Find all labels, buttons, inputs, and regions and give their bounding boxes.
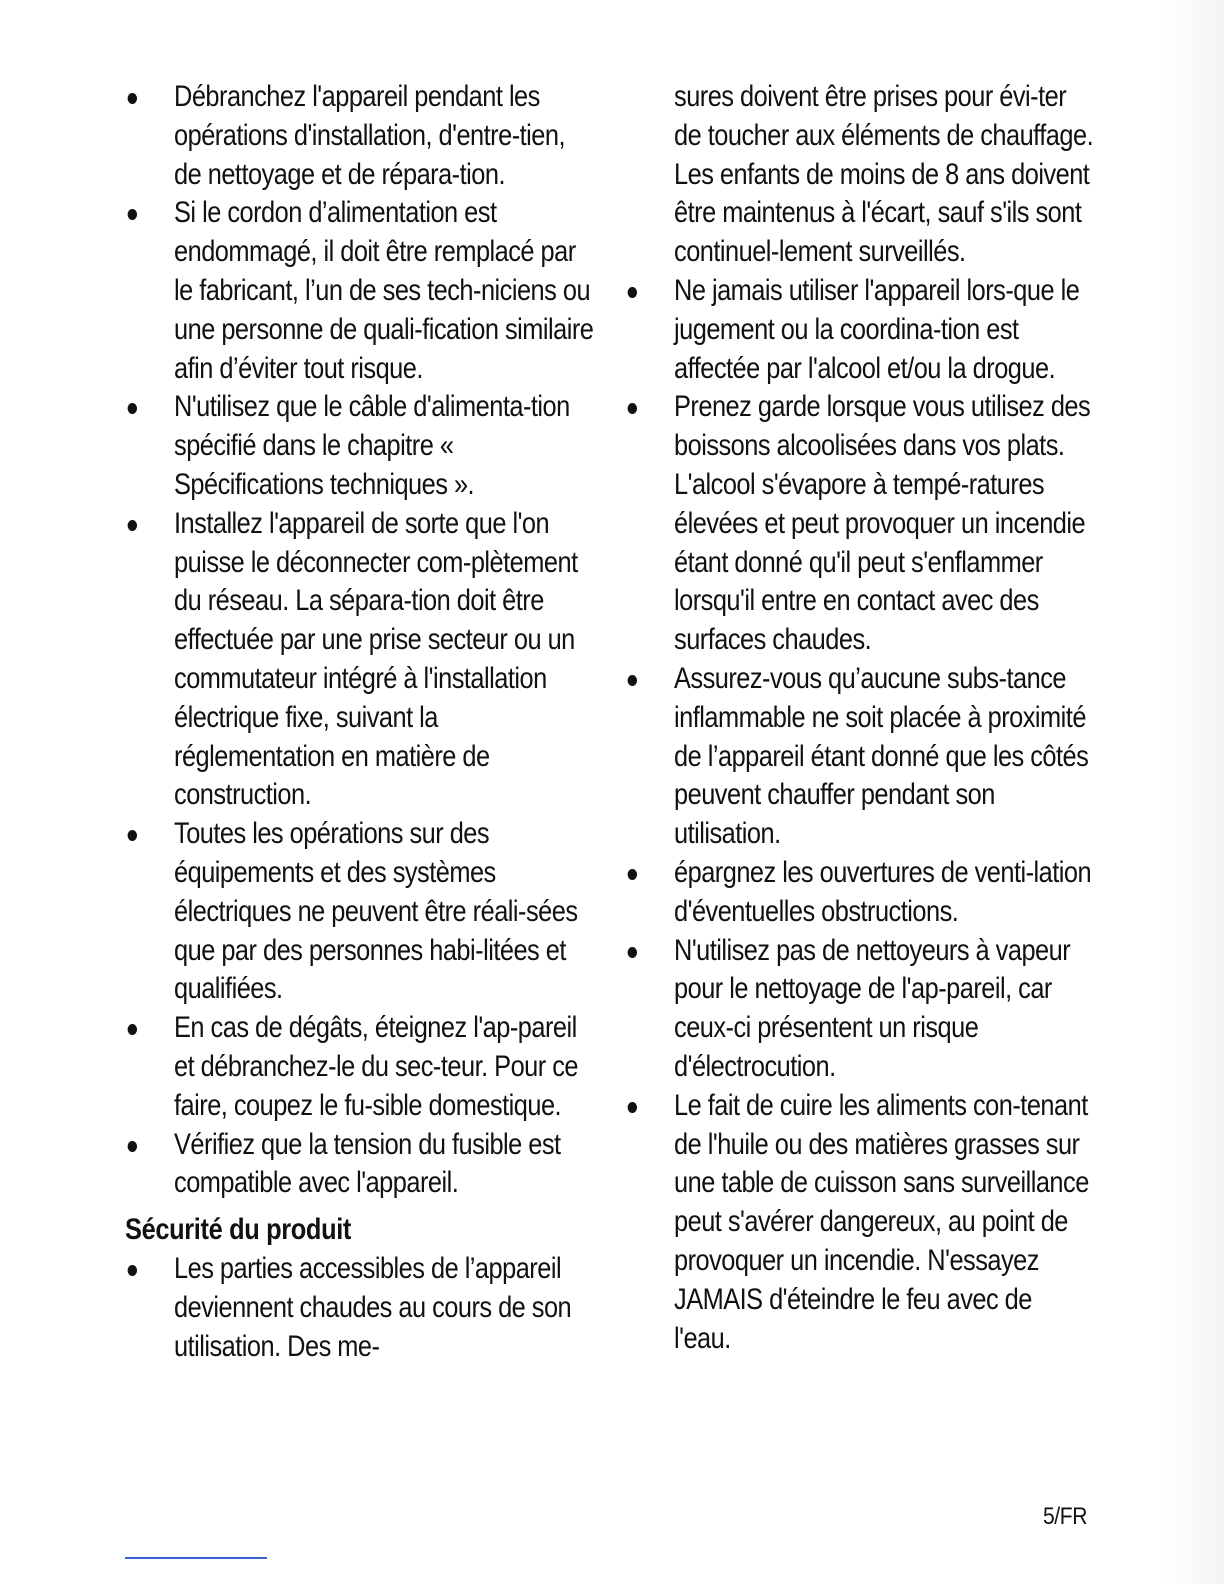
list-item-text: sures doivent être prises pour évi-ter de toucher aux éléments de chauffage. Les enfants de moins de 8 ans doivent être maintenus à l'écart, sauf s'ils sont continuel-lement surveillés. (674, 80, 1094, 269)
list-item-text: Installez l'appareil de sorte que l'on puisse le déconnecter com-plètement du réseau. La sépara-tion doit être effectuée par une prise secteur ou un commutateur intégré à l'installation électrique fixe, suivant la réglementation en matière de construction. (174, 506, 578, 812)
list-item-text: Prenez garde lorsque vous utilisez des boissons alcoolisées dans vos plats. L'alcool s'évapore à tempé-ratures élevées et peut provoquer un incendie étant donné qu'il peut s'enflammer lorsqu'il entre en contact avec des surfaces chaudes. (674, 390, 1091, 657)
page-number: 5/FR (1042, 1503, 1087, 1530)
bullet-icon (628, 1102, 637, 1113)
list-item-text: Ne jamais utiliser l'appareil lors-que le jugement ou la coordina-tion est affectée par l'alcool et/ou la drogue. (674, 273, 1080, 385)
list-item-text: Débranchez l'appareil pendant les opérations d'installation, d'entre-tien, de nettoyage et de répara-tion. (174, 80, 566, 191)
bullet-icon (128, 520, 137, 531)
footer-rule (125, 1557, 267, 1559)
right-column-text (625, 78, 1095, 1358)
left-column-text (125, 78, 595, 1366)
page-edge-shadow (1160, 0, 1224, 1584)
list-item (625, 272, 1095, 388)
list-item (625, 660, 1095, 854)
list-item-text: Assurez-vous qu’aucune subs-tance inflammable ne soit placée à proximité de l’appareil étant donné que les côtés peuvent chauffer pendant son utilisation. (674, 661, 1089, 851)
bullet-icon (628, 287, 637, 298)
bullet-icon (128, 403, 137, 414)
list-item-text: Les parties accessibles de l’appareil deviennent chaudes au cours de son utilisation. Des me- (174, 1251, 572, 1363)
list-item (125, 1009, 595, 1125)
list-item-text: Vérifiez que la tension du fusible est compatible avec l'appareil. (174, 1127, 561, 1200)
bullet-icon (128, 1265, 137, 1276)
list-item (125, 1126, 595, 1204)
list-item-text: Toutes les opérations sur des équipements et des systèmes électriques ne peuvent être réali-sées que par des personnes habi-litées et qualifiées. (174, 817, 578, 1006)
list-item-text: En cas de dégâts, éteignez l'ap-pareil et débranchez-le du sec-teur. Pour ce faire, coupez le fu-sible domestique. (174, 1011, 579, 1122)
list-item-text: épargnez les ouvertures de venti-lation d'éventuelles obstructions. (674, 855, 1092, 928)
list-item (625, 854, 1095, 932)
list-item (625, 388, 1095, 660)
list-item (125, 78, 595, 194)
right-column (625, 78, 1095, 1358)
list-item-text: Le fait de cuire les aliments con-tenant de l'huile ou des matières grasses sur une table de cuisson sans surveillance peut s'avérer dangereux, au point de provoquer un incendie. N'essayez JAMAIS d'éteindre le feu avec de l'eau. (674, 1088, 1089, 1355)
bullet-icon (628, 947, 637, 958)
list-item (125, 815, 595, 1009)
list-item-text: N'utilisez pas de nettoyeurs à vapeur pour le nettoyage de l'ap-pareil, car ceux-ci présentent un risque d'électrocution. (674, 933, 1071, 1083)
list-item-text: Si le cordon d’alimentation est endommagé, il doit être remplacé par le fabricant, l’un de ses tech-niciens ou une personne de quali-fication similaire afin d’éviter tout risque. (174, 196, 594, 385)
bullet-icon (628, 869, 637, 880)
list-item (125, 505, 595, 815)
list-item (125, 388, 595, 504)
bullet-icon (628, 675, 637, 686)
bullet-icon (128, 209, 137, 220)
bullet-icon (128, 1024, 137, 1035)
list-item-text: N'utilisez que le câble d'alimenta-tion spécifié dans le chapitre « Spécifications techniques ». (174, 390, 570, 501)
list-item (125, 1250, 595, 1366)
list-item (625, 1087, 1095, 1359)
section-heading: Sécurité du produit (125, 1213, 352, 1247)
list-item (125, 194, 595, 388)
bullet-icon (128, 1141, 137, 1152)
bullet-icon (128, 830, 137, 841)
bullet-icon (128, 93, 137, 104)
bullet-icon (628, 403, 637, 414)
list-item (625, 932, 1095, 1087)
left-column (125, 78, 595, 1366)
list-item-continuation (625, 78, 1095, 272)
